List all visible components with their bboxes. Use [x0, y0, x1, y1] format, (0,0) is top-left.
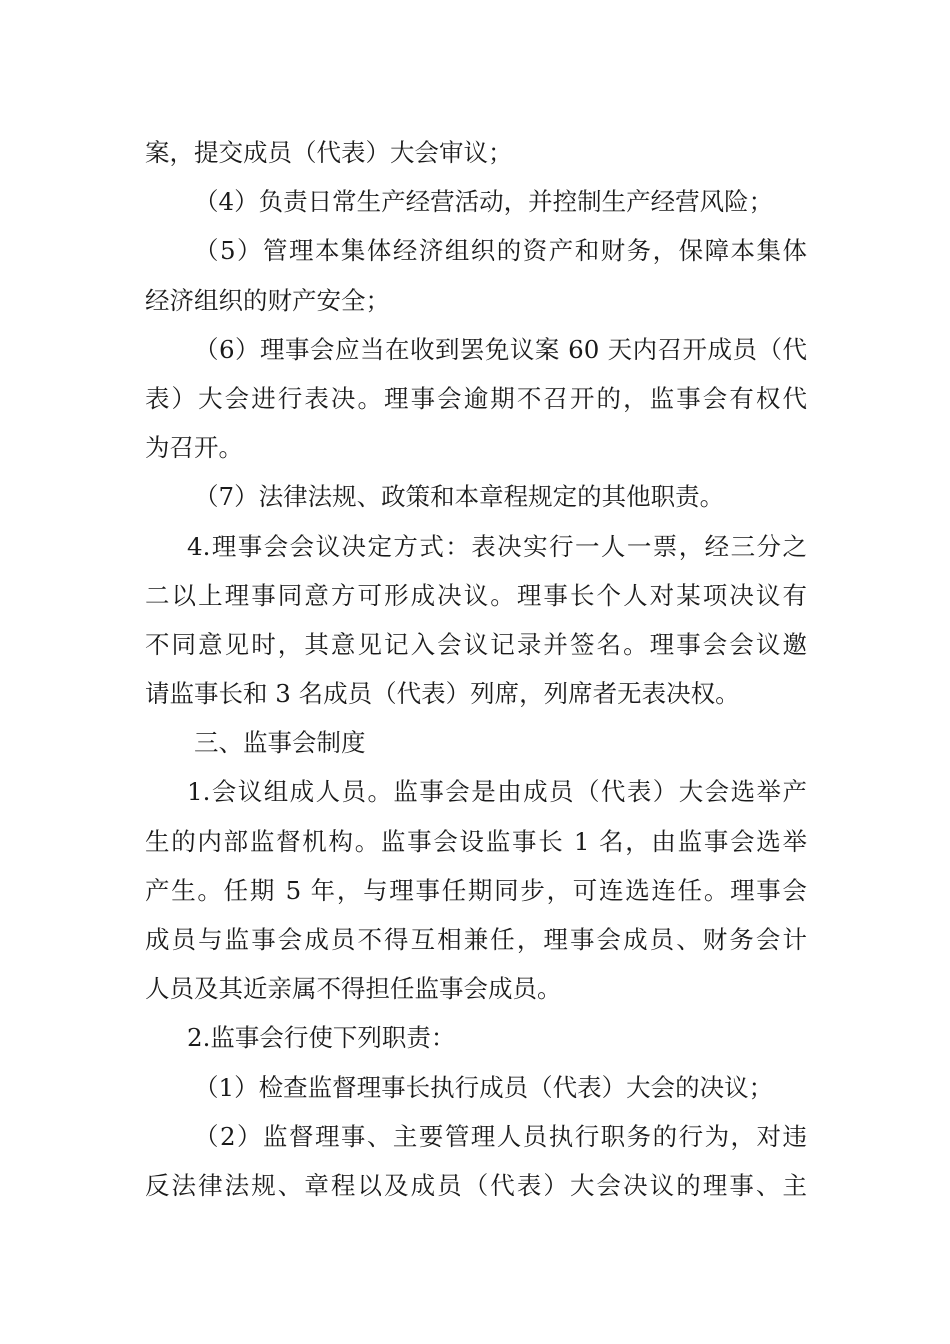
- paragraph-line: 经济组织的财产安全；: [145, 285, 390, 315]
- paragraph-line: （1）检查监督理事长执行成员（代表）大会的决议；: [194, 1072, 774, 1102]
- paragraph-line: （2）监督理事、主要管理人员执行职务的行为，对违: [194, 1121, 807, 1151]
- section-heading: 三、监事会制度: [194, 728, 366, 758]
- paragraph-line: 人员及其近亲属不得担任监事会成员。: [145, 974, 562, 1004]
- paragraph-line: 1.会议组成人员。监事会是由成员（代表）大会选举产: [187, 777, 807, 807]
- paragraph-line: 4.理事会会议决定方式：表决实行一人一票，经三分之: [187, 531, 807, 561]
- paragraph-line: 产生。任期 5 年，与理事任期同步，可连选连任。理事会: [145, 875, 807, 905]
- paragraph-line: 案，提交成员（代表）大会审议；: [145, 138, 513, 167]
- paragraph-line: 二以上理事同意方可形成决议。理事长个人对某项决议有: [145, 580, 807, 610]
- paragraph-line: 为召开。: [145, 433, 243, 463]
- document-body: [145, 128, 807, 1210]
- paragraph-line: 生的内部监督机构。监事会设监事长 1 名，由监事会选举: [145, 826, 807, 856]
- paragraph-line: （6）理事会应当在收到罢免议案 60 天内召开成员（代: [194, 334, 807, 364]
- paragraph-line: （5）管理本集体经济组织的资产和财务，保障本集体: [194, 236, 807, 266]
- paragraph-line: 请监事长和 3 名成员（代表）列席，列席者无表决权。: [145, 679, 740, 709]
- paragraph-line: 2.监事会行使下列职责：: [187, 1023, 456, 1053]
- paragraph-line: 表）大会进行表决。理事会逾期不召开的，监事会有权代: [145, 383, 807, 413]
- paragraph-line: 成员与监事会成员不得互相兼任，理事会成员、财务会计: [145, 925, 807, 954]
- paragraph-line: 不同意见时，其意见记入会议记录并签名。理事会会议邀: [145, 629, 807, 659]
- paragraph-line: 反法律法规、章程以及成员（代表）大会决议的理事、主: [145, 1170, 807, 1200]
- paragraph-line: （7）法律法规、政策和本章程规定的其他职责。: [194, 482, 725, 512]
- paragraph-line: （4）负责日常生产经营活动，并控制生产经营风险；: [194, 187, 774, 217]
